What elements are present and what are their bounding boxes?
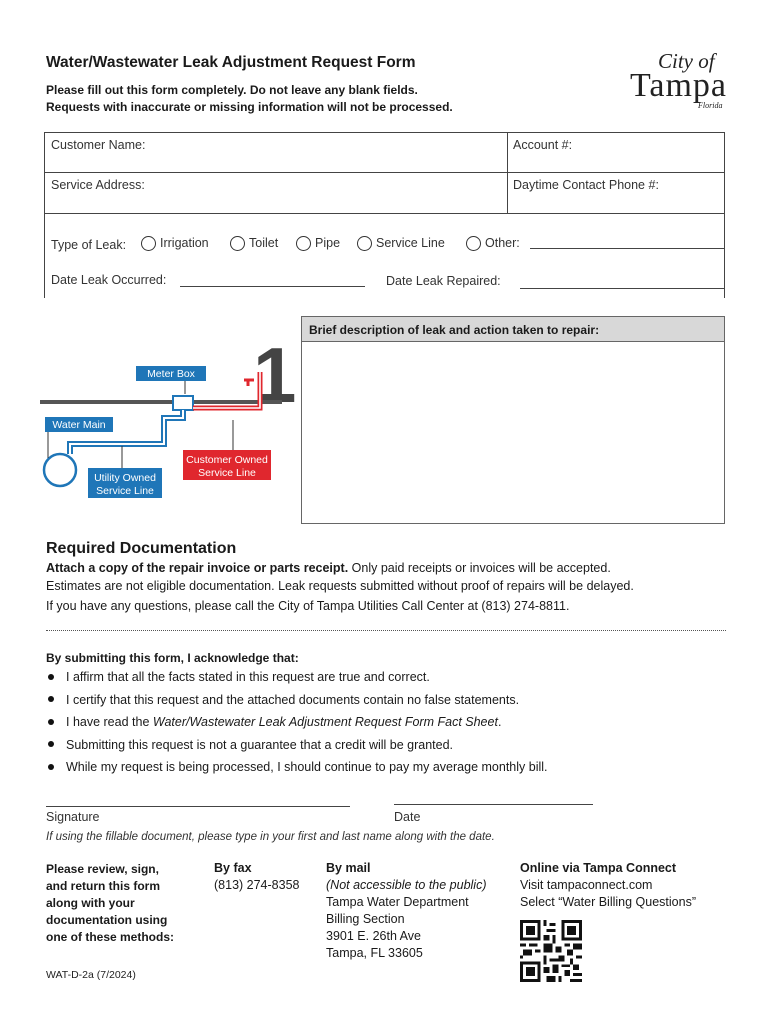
mail-address-line: 3901 E. 26th Ave bbox=[326, 929, 421, 943]
instruction-line-2: Requests with inaccurate or missing information will not be processed. bbox=[46, 100, 453, 114]
mail-title: By mail bbox=[326, 861, 371, 875]
other-label: Other: bbox=[485, 236, 520, 250]
logo-florida: Florida bbox=[698, 101, 723, 110]
online-instruction: Select “Water Billing Questions” bbox=[520, 895, 696, 909]
qr-code-icon[interactable] bbox=[520, 920, 582, 982]
methods-intro-line: along with your bbox=[46, 896, 135, 910]
description-heading: Brief description of leak and action taken to repair: bbox=[301, 316, 725, 342]
irrigation-radio[interactable] bbox=[141, 236, 156, 251]
date-line bbox=[394, 804, 593, 805]
acknowledge-item bbox=[46, 758, 548, 781]
service-line-radio[interactable] bbox=[357, 236, 372, 251]
account-field[interactable] bbox=[580, 134, 720, 170]
city-of-tampa-logo bbox=[628, 44, 728, 118]
utility-label-1: Utility Owned bbox=[94, 472, 156, 484]
methods-intro-line: one of these methods: bbox=[46, 930, 175, 944]
acknowledge-item-text: I certify that this request and the attached documents contain no false statements. bbox=[66, 692, 520, 707]
methods-intro bbox=[46, 861, 174, 946]
service-address-label: Service Address: bbox=[51, 178, 145, 192]
leak-option-other[interactable] bbox=[466, 236, 520, 251]
dotted-divider bbox=[46, 630, 726, 631]
row-divider bbox=[44, 172, 725, 173]
meter-box-label: Meter Box bbox=[147, 368, 195, 380]
acknowledge-item bbox=[46, 713, 548, 736]
customer-label-2: Service Line bbox=[198, 467, 256, 479]
meter-box-shape bbox=[173, 396, 193, 410]
leak-option-pipe[interactable] bbox=[296, 236, 340, 251]
fax-method bbox=[214, 860, 299, 894]
daytime-phone-field[interactable] bbox=[513, 194, 718, 212]
mail-note: (Not accessible to the public) bbox=[326, 878, 487, 892]
mail-address-line: Tampa, FL 33605 bbox=[326, 946, 423, 960]
fax-number: (813) 274-8358 bbox=[214, 878, 300, 892]
acknowledge-item-text: I have read the bbox=[66, 715, 153, 729]
utility-label-2: Service Line bbox=[96, 485, 154, 497]
daytime-phone-label: Daytime Contact Phone #: bbox=[513, 178, 659, 192]
water-main-shape bbox=[44, 454, 76, 486]
form-title: Water/Wastewater Leak Adjustment Request Form bbox=[46, 54, 416, 71]
acknowledge-heading: By submitting this form, I acknowledge that: bbox=[46, 651, 299, 665]
required-docs-line1-rest: Only paid receipts or invoices will be accepted. bbox=[348, 561, 611, 575]
acknowledge-item-text: I affirm that all the facts stated in this request are true and correct. bbox=[66, 670, 430, 684]
customer-name-field[interactable] bbox=[150, 134, 500, 170]
required-docs-line-1 bbox=[46, 560, 736, 578]
fax-title: By fax bbox=[214, 861, 252, 875]
methods-intro-line: Please review, sign, bbox=[46, 862, 159, 876]
instruction-line-1: Please fill out this form completely. Do not leave any blank fields. bbox=[46, 83, 418, 97]
required-docs-heading: Required Documentation bbox=[46, 540, 237, 557]
leak-option-irrigation[interactable] bbox=[141, 236, 209, 251]
signature-field[interactable] bbox=[46, 788, 350, 805]
mail-address-line: Tampa Water Department bbox=[326, 895, 469, 909]
acknowledge-item bbox=[46, 668, 548, 691]
pipe-label: Pipe bbox=[315, 236, 341, 250]
pipe-radio[interactable] bbox=[296, 236, 311, 251]
acknowledge-item-suffix: . bbox=[497, 715, 502, 729]
leak-option-service-line[interactable] bbox=[357, 236, 445, 251]
required-docs-text bbox=[46, 560, 736, 616]
fact-sheet-title: Water/Wastewater Leak Adjustment Request Form Fact Sheet bbox=[152, 715, 498, 729]
signature-label: Signature bbox=[46, 810, 100, 824]
toilet-label: Toilet bbox=[249, 236, 279, 250]
online-url[interactable]: Visit tampaconnect.com bbox=[520, 878, 653, 892]
bullet-icon bbox=[48, 674, 54, 680]
methods-intro-line: and return this form bbox=[46, 879, 161, 893]
acknowledge-item bbox=[46, 691, 548, 714]
bullet-icon bbox=[48, 719, 54, 725]
date-occurred-label: Date Leak Occurred: bbox=[51, 273, 167, 287]
customer-label-1: Customer Owned bbox=[186, 454, 268, 466]
required-docs-bold: Attach a copy of the repair invoice or parts receipt. bbox=[46, 561, 349, 575]
bullet-icon bbox=[48, 764, 54, 770]
mail-address-line: Billing Section bbox=[326, 912, 405, 926]
acknowledge-item-text: While my request is being processed, I should continue to pay my average monthly bill. bbox=[66, 760, 548, 774]
customer-name-label: Customer Name: bbox=[51, 138, 146, 152]
other-text-field[interactable] bbox=[530, 232, 725, 249]
acknowledge-item bbox=[46, 736, 548, 759]
online-method bbox=[520, 860, 696, 911]
methods-intro-line: documentation using bbox=[46, 913, 168, 927]
leak-option-toilet[interactable] bbox=[230, 236, 278, 251]
required-docs-line-2: Estimates are not eligible documentation. Leak requests submitted without proof of repairs will be delayed. bbox=[46, 578, 634, 593]
toilet-radio[interactable] bbox=[230, 236, 245, 251]
other-radio[interactable] bbox=[466, 236, 481, 251]
date-repaired-label: Date Leak Repaired: bbox=[386, 274, 501, 288]
description-textarea[interactable] bbox=[301, 342, 725, 524]
account-label: Account #: bbox=[513, 138, 573, 152]
date-repaired-field[interactable] bbox=[520, 272, 725, 289]
acknowledge-item-text: Submitting this request is not a guarantee that a credit will be granted. bbox=[66, 737, 454, 752]
column-divider bbox=[507, 132, 508, 214]
mail-method bbox=[326, 860, 487, 962]
irrigation-label: Irrigation bbox=[160, 236, 209, 250]
required-docs-line-3: If you have any questions, please call the City of Tampa Utilities Call Center at (813) 274-8811. bbox=[46, 599, 570, 613]
signature-line bbox=[46, 806, 350, 807]
form-code: WAT-D-2a (7/2024) bbox=[46, 969, 136, 981]
logo-city-of: City of bbox=[658, 49, 715, 73]
acknowledge-list bbox=[46, 668, 548, 781]
logo-tampa: Tampa bbox=[630, 67, 726, 104]
bullet-icon bbox=[48, 696, 54, 702]
service-address-field[interactable] bbox=[155, 174, 500, 212]
date-field[interactable] bbox=[394, 786, 593, 803]
diagram-number: 1 bbox=[253, 331, 297, 419]
service-line-label: Service Line bbox=[376, 236, 445, 250]
date-occurred-field[interactable] bbox=[180, 270, 365, 287]
fillable-note: If using the fillable document, please type in your first and last name along with the date. bbox=[46, 831, 495, 843]
type-of-leak-label: Type of Leak: bbox=[51, 238, 127, 252]
instructions bbox=[46, 82, 453, 116]
service-line-diagram bbox=[40, 322, 297, 508]
date-label: Date bbox=[394, 810, 421, 824]
water-main-label: Water Main bbox=[52, 419, 106, 431]
online-title: Online via Tampa Connect bbox=[520, 861, 677, 875]
bullet-icon bbox=[48, 741, 54, 747]
